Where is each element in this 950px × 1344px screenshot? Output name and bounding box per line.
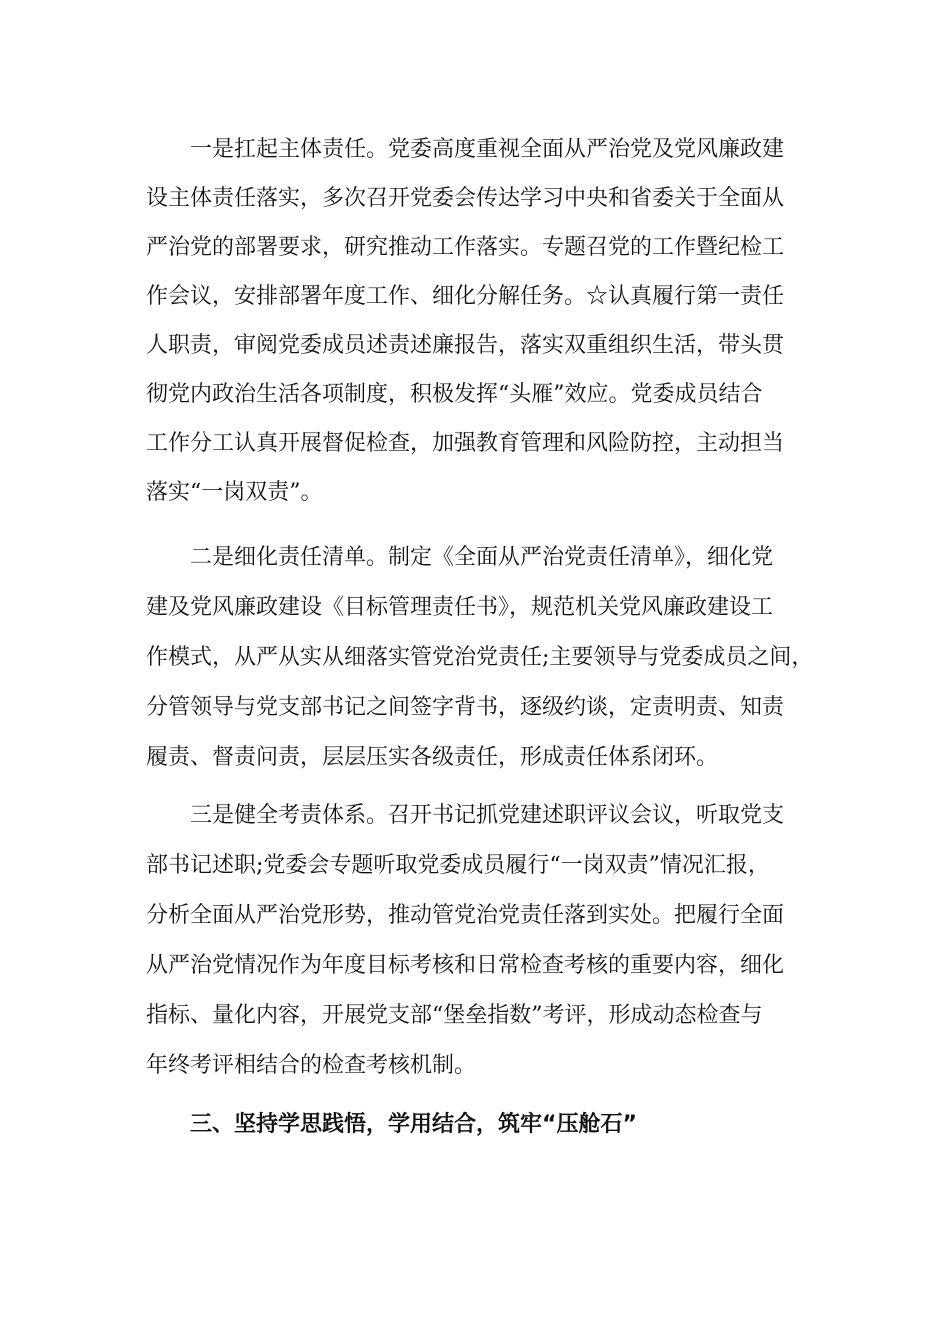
- paragraph-line: 彻党内政治生活各项制度，积极发挥“头雁”效应。党委成员结合: [146, 382, 763, 407]
- paragraph-line: 设主体责任落实，多次召开党委会传达学习中央和省委关于全面从: [146, 186, 785, 211]
- paragraph-line: 履责、督责问责，层层压实各级责任，形成责任体系闭环。: [146, 745, 719, 770]
- paragraph-line: 从严治党情况作为年度目标考核和日常检查考核的重要内容，细化: [146, 953, 785, 978]
- paragraph-line: 部书记述职;党委会专题听取党委成员履行“一岗双责”情况汇报，: [146, 853, 770, 878]
- paragraph-line: 一是扛起主体责任。党委高度重视全面从严治党及党风廉政建: [190, 137, 785, 162]
- paragraph-line: 严治党的部署要求，研究推动工作落实。专题召党的工作暨纪检工: [146, 235, 785, 260]
- paragraph-line: 指标、量化内容，开展党支部“堡垒指数”考评，形成动态检查与: [146, 1003, 763, 1028]
- paragraph-line: 三是健全考责体系。召开书记抓党建述职评议会议，听取党支: [190, 803, 785, 828]
- paragraph-line: 年终考评相结合的检查考核机制。: [146, 1053, 477, 1078]
- paragraph-line: 落实“一岗双责”。: [146, 480, 323, 505]
- paragraph-line: 建及党风廉政建设《目标管理责任书》，规范机关党风廉政建设工: [146, 595, 774, 620]
- paragraph-line: 分析全面从严治党形势，推动管党治党责任落到实处。把履行全面: [146, 903, 785, 928]
- paragraph-line: 作模式，从严从实从细落实管党治党责任;主要领导与党委成员之间，: [146, 645, 814, 670]
- paragraph-line: 分管领导与党支部书记之间签字背书，逐级约谈，定责明责、知责: [146, 695, 785, 720]
- paragraph-line: 二是细化责任清单。制定《全面从严治党责任清单》，细化党: [190, 545, 774, 570]
- paragraph-line: 人职责，审阅党委成员述责述廉报告，落实双重组织生活，带头贯: [146, 333, 785, 358]
- paragraph-line: 作会议，安排部署年度工作、细化分解任务。☆认真履行第一责任: [146, 284, 785, 309]
- paragraph-line: 工作分工认真开展督促检查，加强教育管理和风险防控，主动担当: [146, 431, 785, 456]
- section-heading: 三、坚持学思践悟，学用结合，筑牢“压舱石”: [190, 1112, 637, 1137]
